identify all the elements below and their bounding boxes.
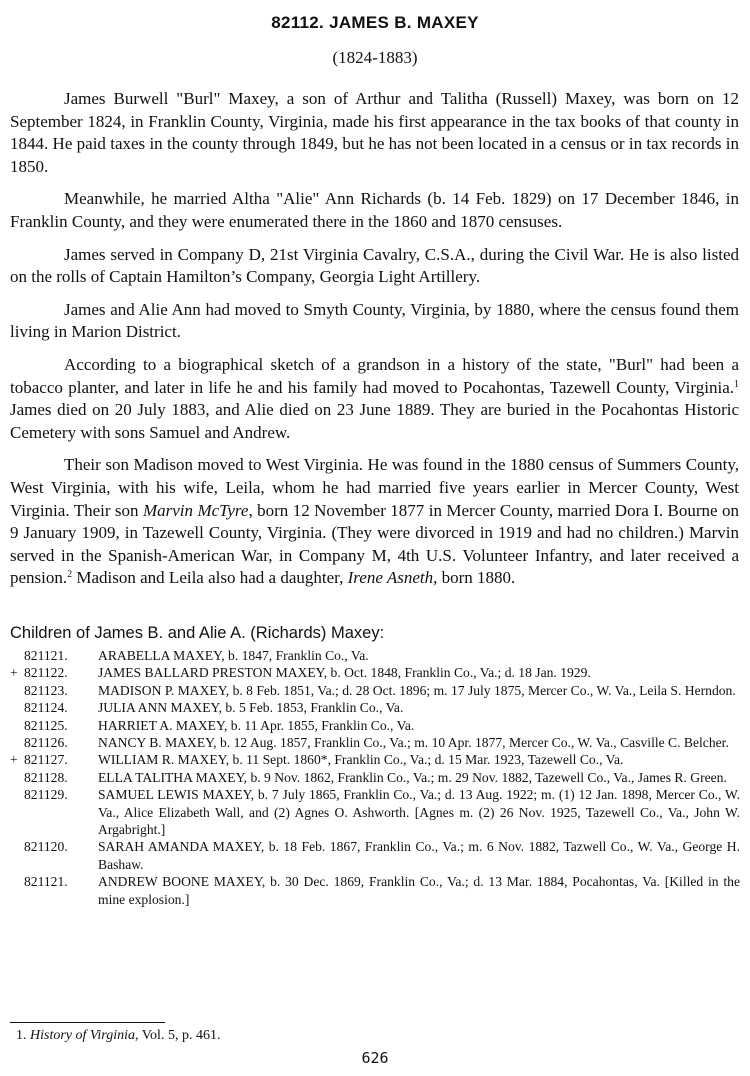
child-entry [10,717,740,734]
child-description: MADISON P. MAXEY, b. 8 Feb. 1851, Va.; d. 28 Oct. 1896; m. 17 July 1875, Mercer Co., W. Va., Leila S. Herndon. [98,682,736,698]
child-description: JULIA ANN MAXEY, b. 5 Feb. 1853, Franklin Co., Va. [98,700,404,716]
paragraph-text: According to a biographical sketch of a grandson in a history of the state, "Burl" had been a tobacco planter, and later in life he and his family had moved to Pocahontas, Tazewell County, Virginia. [10,354,739,397]
body-paragraph [10,244,739,289]
italic-name: Marvin McTyre [142,500,249,520]
children-list [10,647,740,908]
child-entry [10,647,740,664]
child-number: 821121. [24,874,68,890]
child-description: ANDREW BOONE MAXEY, b. 30 Dec. 1869, Franklin Co., Va.; d. 13 Mar. 1884, Pocahontas, Va. [Killed in the mine explosion.] [98,874,740,907]
child-entry [10,786,740,838]
paragraph-text: Madison and Leila also had a daughter, [72,568,348,588]
descendant-marker [10,786,24,838]
child-description: NANCY B. MAXEY, b. 12 Aug. 1857, Franklin Co., Va.; m. 10 Apr. 1877, Mercer Co., W. Va., Casville C. Belcher. [98,735,729,751]
child-description: ARABELLA MAXEY, b. 1847, Franklin Co., Va. [98,648,369,663]
child-entry [10,873,740,908]
italic-name: Irene Asneth [347,568,434,588]
body-paragraph [10,454,739,590]
child-entry [10,664,740,681]
body-paragraph [10,88,739,178]
footnote-ref: 1 [734,378,739,390]
child-number: 821127. [24,752,68,768]
child-entry [10,734,740,751]
child-number: 821120. [24,839,68,855]
footnote-ref: 2 [67,569,73,581]
descendant-marker [10,682,24,699]
descendant-marker [10,838,24,873]
body-paragraph [10,354,739,444]
child-description: ELLA TALITHA MAXEY, b. 9 Nov. 1862, Franklin Co., Va.; m. 29 Nov. 1882, Tazewell Co., Va., James R. Green. [98,769,727,785]
child-number: 821126. [24,735,68,751]
child-number: 821128. [24,769,68,785]
footnote [16,1028,220,1044]
paragraph-text: James died on 20 July 1883, and Alie died on 23 June 1889. They are buried in the Pocahontas Historic Cemetery with sons Samuel and Andrew. [10,400,739,442]
footnote-source-detail: , Vol. 5, p. 461. [135,1028,221,1043]
child-number: 821122. [24,665,68,681]
child-description: WILLIAM R. MAXEY, b. 11 Sept. 1860*, Franklin Co., Va.; d. 15 Mar. 1923, Tazewell Co., Va. [98,752,624,768]
child-number: 821121. [24,648,68,663]
body-paragraph [10,299,739,344]
paragraph-text: James and Alie Ann had moved to Smyth County, Virginia, by 1880, where the census found them living in Marion District. [10,299,739,342]
descendant-marker [10,873,24,908]
child-description: HARRIET A. MAXEY, b. 11 Apr. 1855, Franklin Co., Va. [98,717,415,733]
descendant-marker [10,769,24,786]
paragraph-text: , born 1880. [433,568,516,588]
page-title: 82112. JAMES B. MAXEY [271,13,479,32]
child-number: 821124. [24,700,68,716]
child-entry [10,682,740,699]
children-heading: Children of James B. and Alie A. (Richards) Maxey: [10,624,385,642]
body-paragraph [10,188,739,233]
child-entry [10,751,740,768]
descendant-marker [10,717,24,734]
child-description: JAMES BALLARD PRESTON MAXEY, b. Oct. 1848, Franklin Co., Va.; d. 18 Jan. 1929. [98,665,591,681]
paragraph-text: Their son Madison moved to West Virginia. He was found in the 1880 census of Summers County, West Virginia, with his wife, Leila, whom he had married five years earlier in Mercer County, West Virginia. Their son [10,455,739,520]
child-entry [10,838,740,873]
paragraph-text: James served in Company D, 21st Virginia Cavalry, C.S.A., during the Civil War. He is also listed on the rolls of Captain Hamilton’s Company, Georgia Light Artillery. [10,244,739,287]
child-description: SAMUEL LEWIS MAXEY, b. 7 July 1865, Franklin Co., Va.; d. 13 Aug. 1922; m. (1) 12 Jan. 1898, Mercer Co., W. Va., Alice Elizabeth Wall, and (2) Agnes O. Ashworth. [Agnes m. (2) 26 Nov. 1925, Tazewell Co., Va., John W. Argabright.] [98,787,740,838]
paragraph-text: , born 12 November 1877 in Mercer County, married Dora I. Bourne on 9 January 1909, in Tazewell County, Virginia. (They were divorced in 1919 and had no children.) Marvin served in the Spanish-American War, in Company M, 4th U.S. Volunteer Infantry, and later received a pension. [10,500,740,588]
biography-body [10,88,739,590]
paragraph-text: James Burwell "Burl" Maxey, a son of Arthur and Talitha (Russell) Maxey, was born on 12 September 1824, in Franklin County, Virginia, made his first appearance in the tax books of that county in 1844. He paid taxes in the county through 1849, but he has not been located in a census or in tax records in 1850. [10,89,739,176]
footnote-divider [10,1022,165,1023]
child-number: 821129. [24,787,68,803]
child-entry [10,769,740,786]
child-entry [10,699,740,716]
paragraph-text: Meanwhile, he married Altha "Alie" Ann Richards (b. 14 Feb. 1829) on 17 December 1846, in Franklin County, and they were enumerated there in the 1860 and 1870 censuses. [10,189,739,231]
life-dates: (1824-1883) [332,48,418,67]
descendant-marker: + [10,665,18,681]
footnote-number: 1. [16,1028,27,1043]
page-number: 626 [361,1049,389,1067]
descendant-marker: + [10,752,18,768]
child-number: 821123. [24,682,68,698]
descendant-marker [10,734,24,751]
footnote-source-title: History of Virginia [30,1028,135,1043]
descendant-marker [10,647,24,664]
child-number: 821125. [24,717,68,733]
child-description: SARAH AMANDA MAXEY, b. 18 Feb. 1867, Franklin Co., Va.; m. 6 Nov. 1882, Tazwell Co., W. Va., George H. Bashaw. [98,839,740,872]
descendant-marker [10,699,24,716]
